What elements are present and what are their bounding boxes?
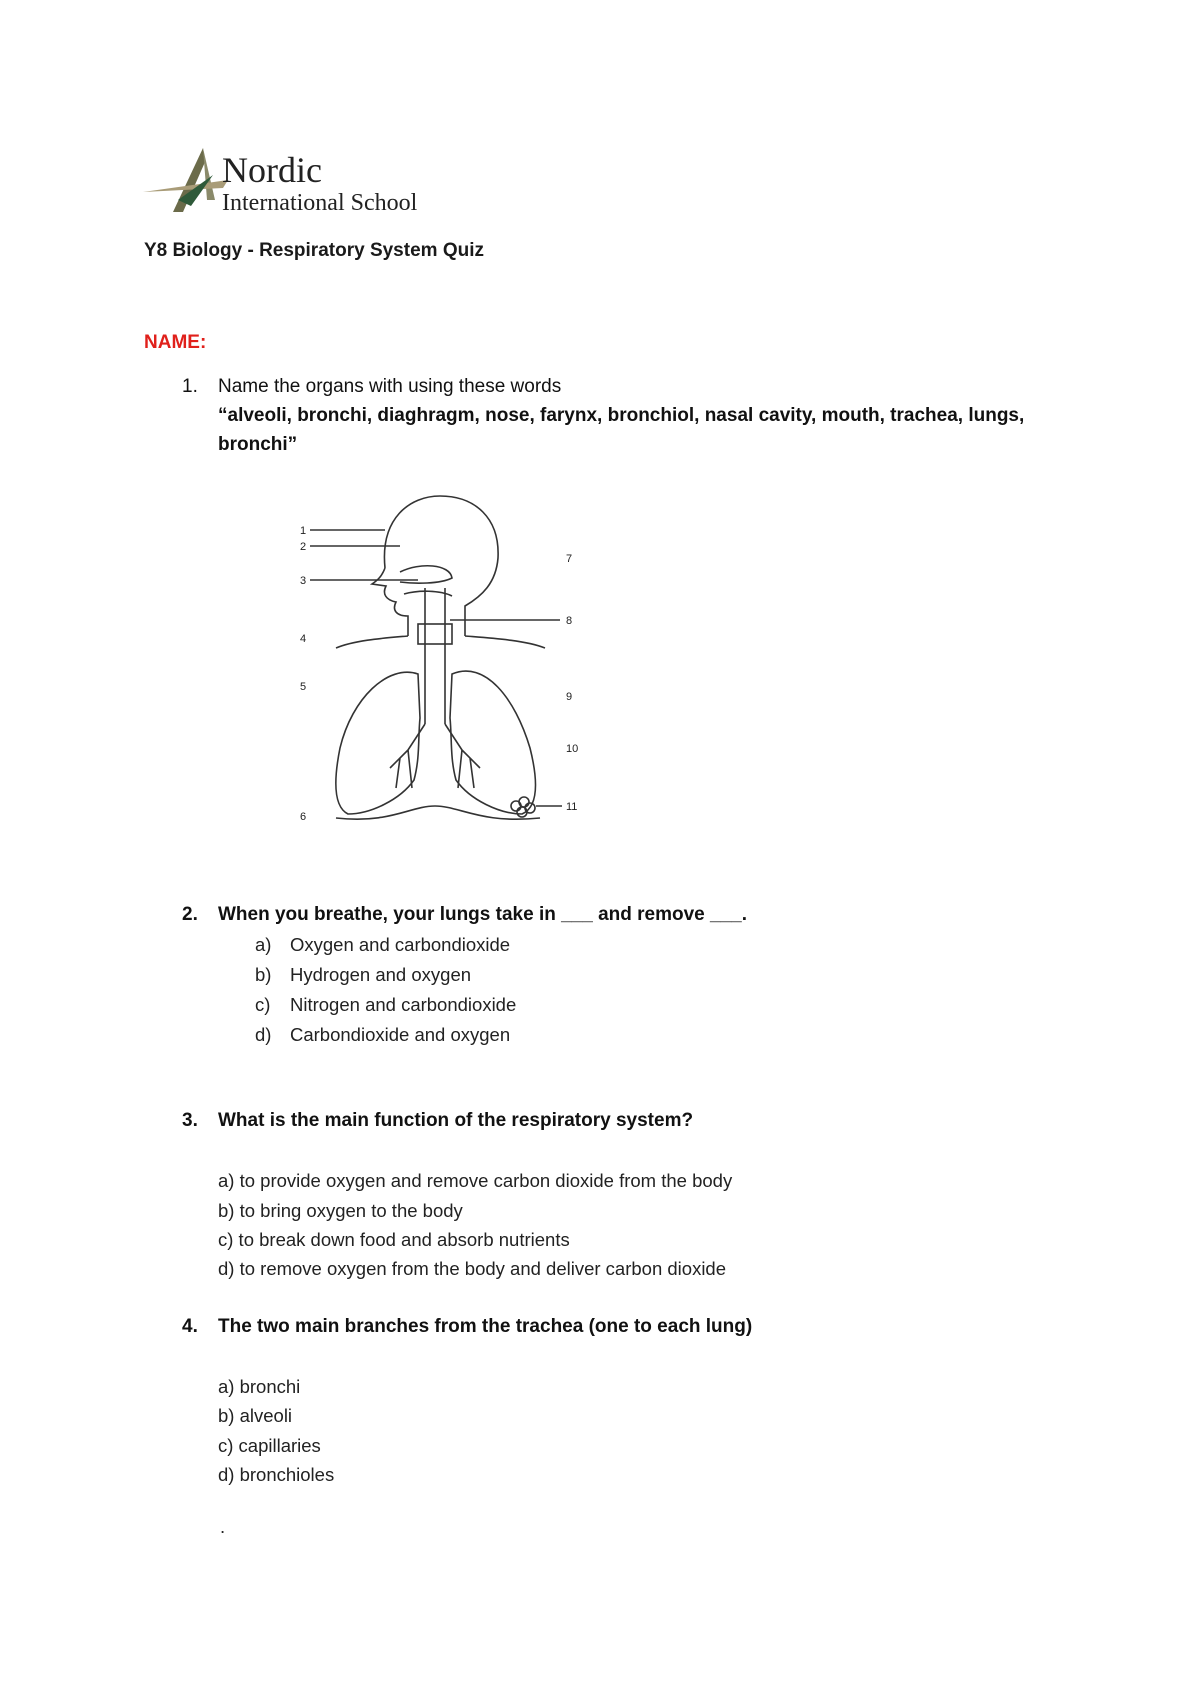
q1-words-line2: bronchi” [218,434,298,455]
q2-option-letter: a) [255,934,272,955]
diagram-label-5: 5 [300,681,307,693]
logo-name: Nordic [222,150,322,190]
q2-number: 2. [182,904,198,925]
logo-subtitle: International School [222,190,418,216]
q2-option-letter: d) [255,1024,272,1045]
name-label: NAME: [144,332,207,353]
q2-option-text: Oxygen and carbondioxide [290,934,511,955]
q1-words-line1: “alveoli, bronchi, diaghragm, nose, farynx, bronchiol, nasal cavity, mouth, trachea, lungs, [218,405,1025,426]
q3-option: a) to provide oxygen and remove carbon dioxide from the body [218,1170,733,1191]
diagram-label-1: 1 [300,525,307,537]
diagram-label-11: 11 [566,801,578,813]
q3-text: What is the main function of the respiratory system? [218,1110,694,1131]
diagram-label-2: 2 [300,541,307,553]
q2-text: When you breathe, your lungs take in ___ and remove ___. [218,904,747,925]
q1-number: 1. [182,376,198,397]
q3-option: b) to bring oxygen to the body [218,1200,463,1221]
quiz-title: Y8 Biology - Respiratory System Quiz [144,240,484,261]
q4-text: The two main branches from the trachea (one to each lung) [218,1316,753,1337]
trailing-dot: . [220,1516,226,1537]
q2-option-text: Nitrogen and carbondioxide [290,994,517,1015]
q1-text: Name the organs with using these words [218,376,562,397]
diagram-label-10: 10 [566,743,579,755]
diagram-label-7: 7 [566,553,573,565]
q2-option-text: Carbondioxide and oxygen [290,1024,511,1045]
diagram-label-3: 3 [300,575,307,587]
q3-option: d) to remove oxygen from the body and deliver carbon dioxide [218,1258,727,1279]
q4-option: b) alveoli [218,1405,293,1426]
respiratory-diagram [300,488,620,868]
q4-option: c) capillaries [218,1435,321,1456]
q4-number: 4. [182,1316,198,1337]
diagram-label-6: 6 [300,811,307,823]
q2-option-letter: c) [255,994,271,1015]
q2-option-text: Hydrogen and oxygen [290,964,472,985]
q4-option: d) bronchioles [218,1464,335,1485]
q2-option-letter: b) [255,964,272,985]
diagram-label-8: 8 [566,615,573,627]
q4-option: a) bronchi [218,1376,301,1397]
q3-number: 3. [182,1110,198,1131]
diagram-label-9: 9 [566,691,573,703]
q3-option: c) to break down food and absorb nutrients [218,1229,570,1250]
diagram-label-4: 4 [300,633,307,645]
